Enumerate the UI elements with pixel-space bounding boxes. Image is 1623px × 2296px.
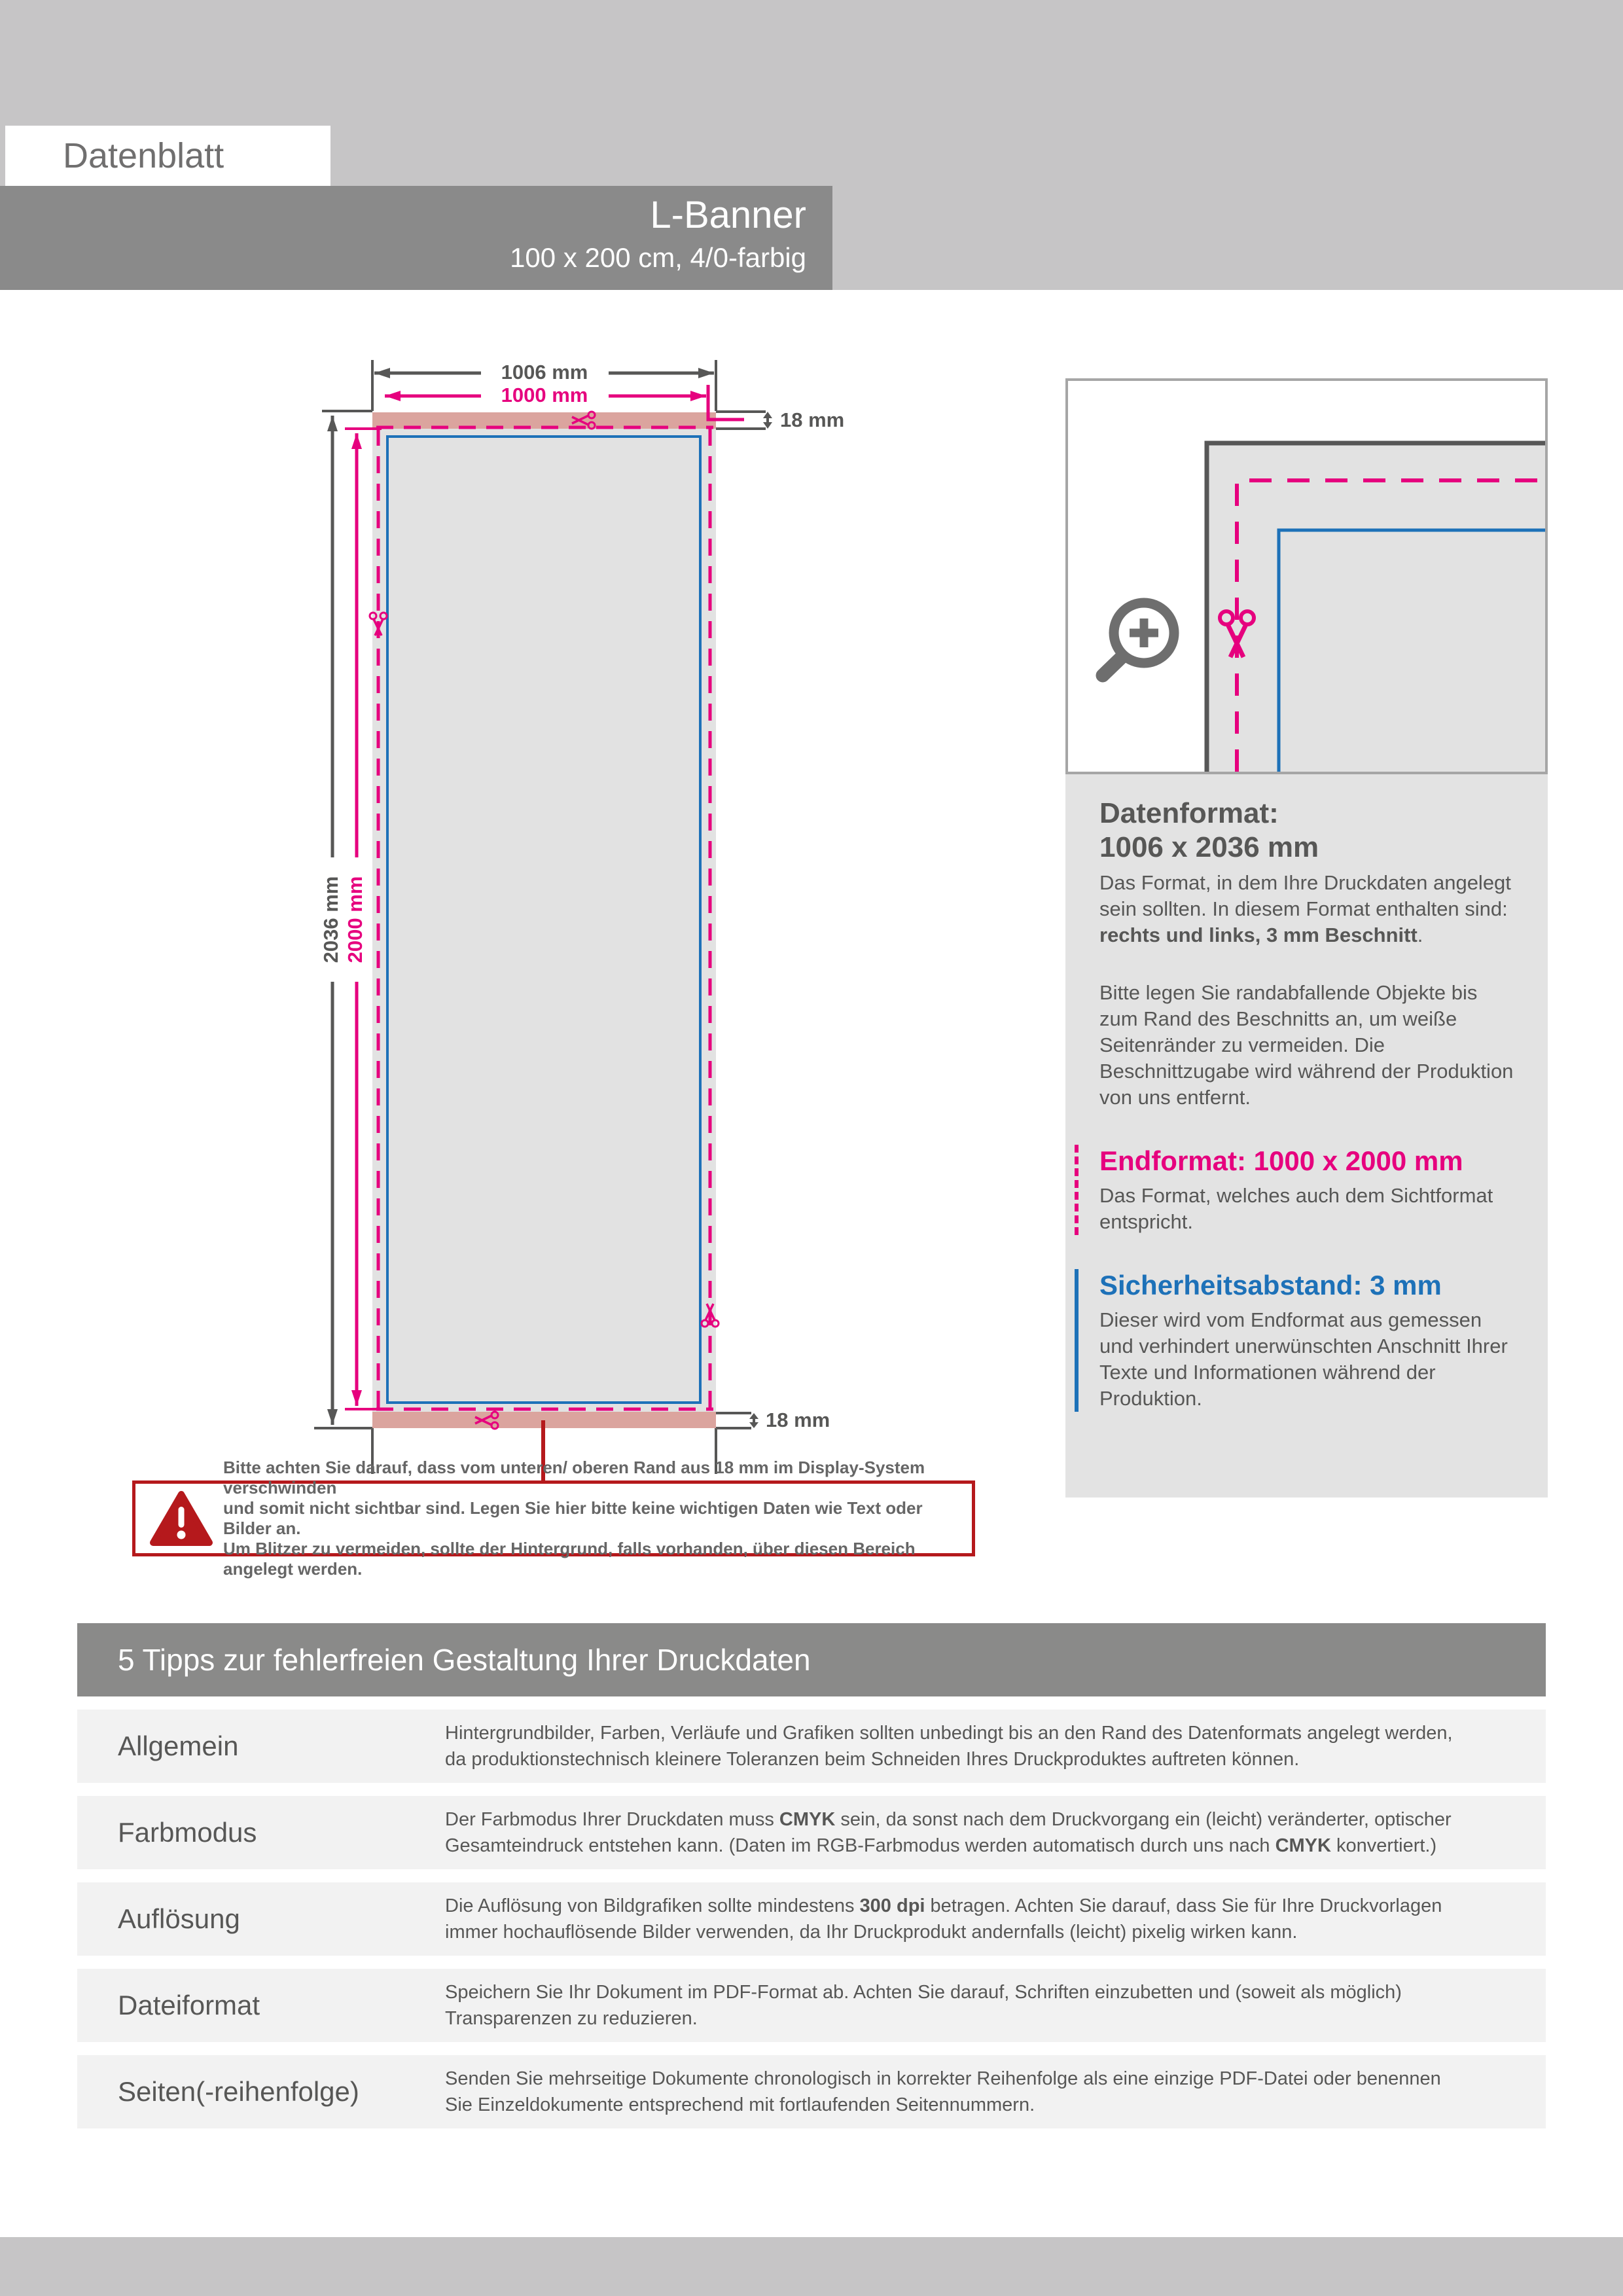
safety-body: Dieser wird vom Endformat aus gemessen und verhindert unerwünschten Anschnitt Ihrer Texte und Informationen während der Produktion.: [1099, 1308, 1508, 1410]
dim-margin-bottom-label: 18 mm: [766, 1408, 830, 1432]
tip-text: Hintergrundbilder, Farben, Verläufe und Grafiken sollten unbedingt bis an den Rand des Datenformats angelegt werden, da produktionstechnisch kleinere Toleranzen beim Schneiden Ihres Druckproduktes auftreten können.: [445, 1723, 1453, 1770]
dim-margin-bottom: [716, 1408, 830, 1431]
warning-box: [132, 1458, 975, 1579]
product-title-band: [0, 186, 832, 290]
tip-label: Dateiformat: [118, 1990, 260, 2020]
product-spec: 100 x 200 cm, 4/0-farbig: [510, 242, 806, 273]
tip-label: Allgemein: [118, 1731, 239, 1761]
warning-triangle-icon: [149, 1490, 214, 1547]
safety-section: [1075, 1269, 1519, 1412]
tip-row-farbmodus: [77, 1796, 1546, 1869]
tip-label: Auflösung: [118, 1903, 240, 1934]
tip-row-seitenreihenfolge: [77, 2055, 1546, 2128]
warning-line: und somit nicht sichtbar sind. Legen Sie hier bitte keine wichtigen Daten wie Text oder Bilder an.: [223, 1498, 923, 1538]
format-info-panel: [1065, 774, 1548, 1498]
corner-detail-illustration: [1068, 381, 1545, 772]
tip-text: Speichern Sie Ihr Dokument im PDF-Format ab. Achten Sie darauf, Schriften einzubetten und (soweit als möglich) Transparenzen zu reduzieren.: [445, 1982, 1402, 2029]
dim-height-outer-label: 2036 mm: [319, 876, 343, 963]
tip-text: Der Farbmodus Ihrer Druckdaten muss CMYK sein, da sonst nach dem Druckvorgang ein (leicht) veränderter, optischer Gesamteindruck entstehen kann. (Daten im RGB-Farbmodus werden automatisch durch uns nach CMYK konvertiert.): [445, 1809, 1452, 1856]
datenformat-bleed-note: Bitte legen Sie randabfallende Objekte bis zum Rand des Beschnitts an, um weiße Seitenränder zu vermeiden. Die Beschnittzugabe wird während der Produktion von uns entfernt.: [1099, 981, 1514, 1109]
datenformat-title: Datenformat:: [1099, 797, 1279, 829]
endformat-title: Endformat: 1000 x 2000 mm: [1099, 1145, 1463, 1176]
endformat-body: Das Format, welches auch dem Sichtformat entspricht.: [1099, 1184, 1493, 1233]
zoom-plus-icon: [1103, 603, 1174, 675]
corner-detail-box: [1065, 378, 1548, 774]
banner-data-area: [372, 412, 716, 1428]
warning-line: Um Blitzer zu vermeiden, sollte der Hintergrund, falls vorhanden, über diesen Bereich angelegt werden.: [223, 1539, 916, 1579]
dim-width-outer-label: 1006 mm: [501, 361, 588, 384]
endformat-section: [1075, 1145, 1519, 1235]
warning-line: Bitte achten Sie darauf, dass vom unteren/ oberen Rand aus 18 mm im Display-System verschwinden: [223, 1458, 925, 1498]
tip-text: Senden Sie mehrseitige Dokumente chronologisch in korrekter Reihenfolge als eine einzige PDF-Datei oder benennen Sie Einzeldokumente entsprechend mit fortlaufenden Seitennummern.: [445, 2068, 1441, 2115]
warning-text: [223, 1458, 972, 1579]
tip-text: Die Auflösung von Bildgrafiken sollte mindestens 300 dpi betragen. Achten Sie darauf, dass Sie für Ihre Druckvorlagen immer hochauflösende Bilder verwenden, da Ihr Druckprodukt andernfalls (leicht) pixelig wirken kann.: [445, 1895, 1442, 1943]
tip-label: Farbmodus: [118, 1817, 257, 1848]
tip-row-dateiformat: [77, 1969, 1546, 2042]
dim-height-final-label: 2000 mm: [344, 876, 367, 963]
sheet-label-box: [5, 126, 330, 186]
tip-row-allgemein: [77, 1710, 1546, 1783]
safety-title: Sicherheitsabstand: 3 mm: [1099, 1270, 1442, 1300]
tip-row-aufloesung: [77, 1882, 1546, 1956]
datenformat-intro: Das Format, in dem Ihre Druckdaten angelegt sein sollten. In diesem Format enthalten sind: rechts und links, 3 mm Beschnitt.: [1099, 871, 1511, 946]
sheet-label: Datenblatt: [63, 136, 224, 175]
dim-width-final-label: 1000 mm: [501, 384, 588, 407]
datenformat-size: 1006 x 2036 mm: [1099, 831, 1319, 863]
footer-gray-band: [0, 2237, 1623, 2296]
format-diagram: [314, 353, 982, 1482]
tips-heading: 5 Tipps zur fehlerfreien Gestaltung Ihrer Druckdaten: [77, 1623, 1546, 1696]
product-title: L-Banner: [650, 194, 806, 236]
dim-margin-top-label: 18 mm: [780, 408, 845, 432]
tips-section: [77, 1623, 1546, 2128]
tip-label: Seiten(-reihenfolge): [118, 2076, 359, 2107]
